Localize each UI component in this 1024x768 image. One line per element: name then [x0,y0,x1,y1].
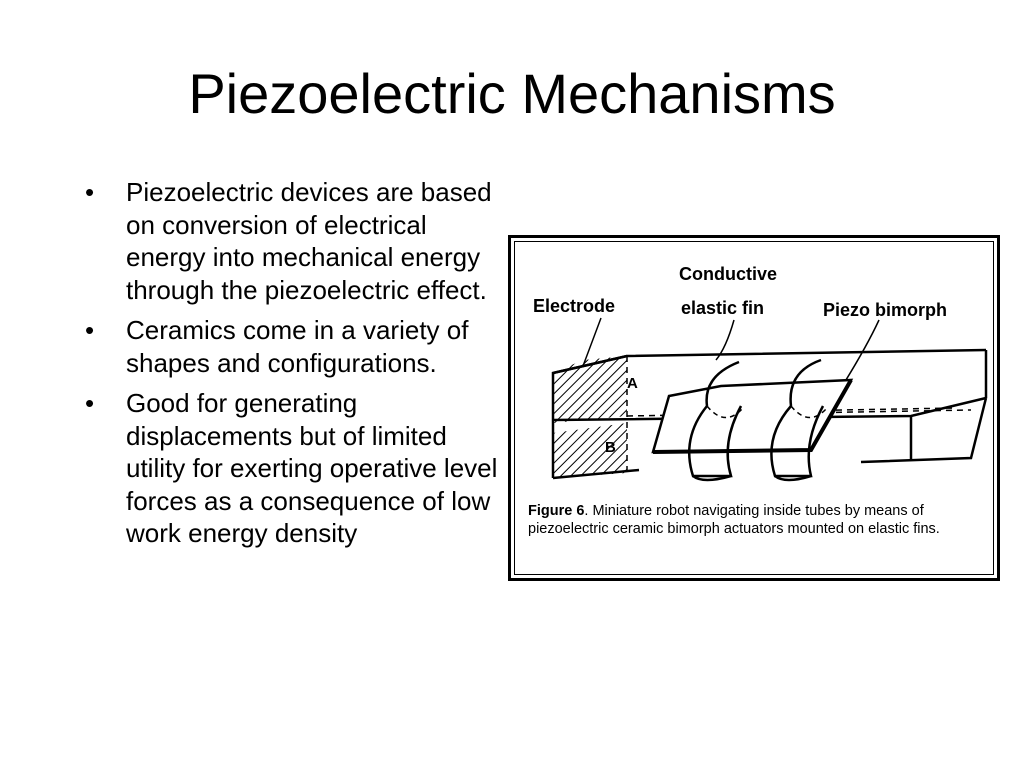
slide-title: Piezoelectric Mechanisms [188,62,836,125]
bullet-item [85,314,505,379]
bullet-text: Piezoelectric devices are based on conversion of electrical energy into mechanical energy through the piezoelectric effect. [126,177,492,305]
label-a: A [627,375,638,392]
electrode-b-hatch [553,423,627,478]
bullet-text: Ceramics come in a variety of shapes and configurations. [126,315,469,378]
piezo-bimorph-plate [653,380,851,452]
electrode-label: Electrode [533,296,616,316]
bullet-item [85,176,505,306]
elastic-fin-label: elastic fin [681,298,765,318]
figure-number: Figure 6 [528,503,585,519]
electrode-a-hatch [553,356,627,423]
bullet-list [85,176,505,558]
bullet-text: Good for generating displacements but of limited utility for exerting operative level forces as a consequence of low work energy density [126,388,498,548]
piezo-bimorph-label: Piezo bimorph [823,300,948,320]
bullet-marker: • [85,315,95,345]
figure-frame [508,235,1000,581]
figure-caption [528,502,968,538]
bullet-marker: • [85,177,95,207]
bullet-item [85,387,505,550]
bullet-marker: • [85,388,95,418]
label-b: B [605,439,616,456]
conductive-label: Conductive [679,264,778,284]
caption-text: . Miniature robot navigating inside tubes by means of piezoelectric ceramic bimorph actuators mounted on elastic fins. [528,503,940,537]
